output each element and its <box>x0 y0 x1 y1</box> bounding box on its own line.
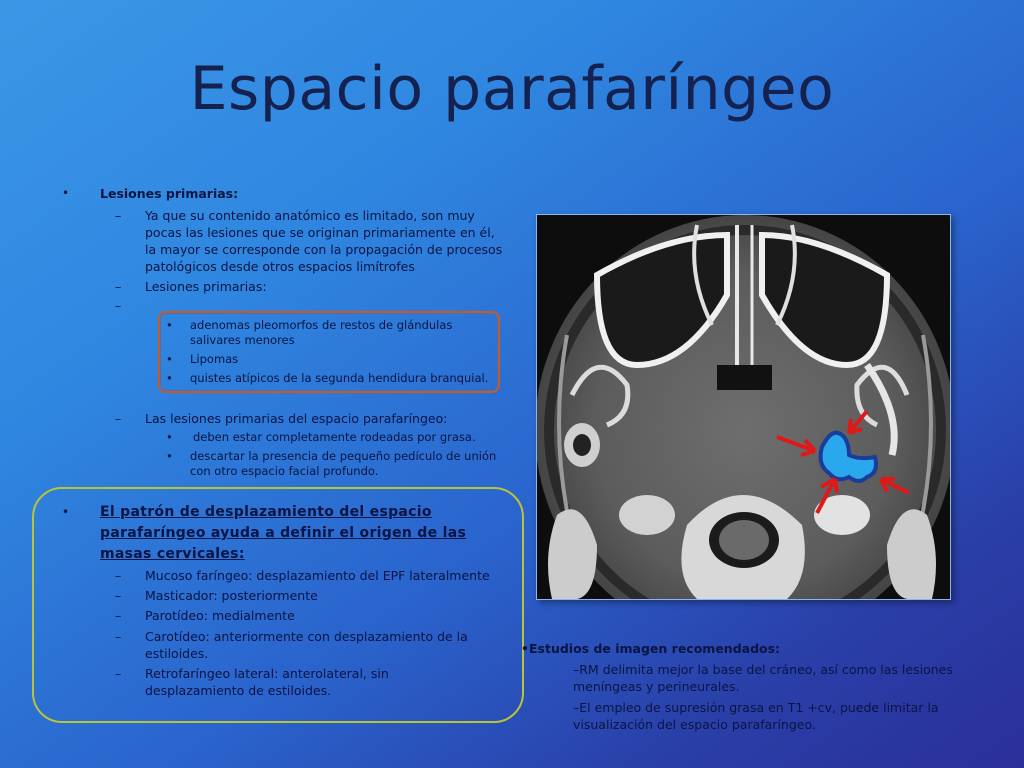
conditions-heading: Las lesiones primarias del espacio parafaríngeo: <box>145 411 448 426</box>
condition-1: deben estar completamente rodeadas por grasa. <box>193 430 476 444</box>
section2-heading: El patrón de desplazamiento del espacio parafaríngeo ayuda a definir el origen de las masas cervicales: <box>100 504 467 562</box>
displacement-item-parotideo: Parotídeo: medialmente <box>145 608 295 623</box>
ct-scan-drawing <box>537 215 950 599</box>
condition-2: descartar la presencia de pequeño pedículo de unión con otro espacio facial profundo. <box>190 449 497 478</box>
dash-marker: – <box>115 568 122 583</box>
bullet-marker: • <box>166 352 173 366</box>
bullet-marker: • <box>62 505 70 519</box>
dash-marker: – <box>115 208 122 223</box>
section1-item-1: Ya que su contenido anatómico es limitado, son muy pocas las lesiones que se originan primariamente en él, la mayor se corresponde con la propagación de procesos patológicos desde otros espacios limítrofes <box>145 208 503 274</box>
dash-marker: – <box>115 411 122 426</box>
displacement-item-carotideo: Carotídeo: anteriormente con desplazamiento de la estiloides. <box>145 629 468 661</box>
displacement-item-masticador: Masticador: posteriormente <box>145 588 318 603</box>
boxed-item-quistes: quistes atípicos de la segunda hendidura branquial. <box>190 371 489 385</box>
imaging-heading: •Estudios de imagen recomendados: <box>521 641 781 656</box>
dash-marker: – <box>115 666 122 681</box>
ct-scan-image <box>536 214 951 600</box>
dash-marker: – <box>115 298 122 313</box>
dash-marker: – <box>115 279 122 294</box>
imaging-item-rm: –RM delimita mejor la base del cráneo, así como las lesiones meníngeas y perineurales. <box>573 662 953 694</box>
displacement-item-mucoso: Mucoso faríngeo: desplazamiento del EPF lateralmente <box>145 568 490 583</box>
imaging-item-t1: –El empleo de supresión grasa en T1 +cv, puede limitar la visualización del espacio parafaríngeo. <box>573 700 939 732</box>
boxed-item-adenomas: adenomas pleomorfos de restos de glándulas salivares menores <box>190 318 453 347</box>
dash-marker: – <box>115 608 122 623</box>
displacement-item-retrofaringeo: Retrofaríngeo lateral: anterolateral, sin desplazamiento de estiloides. <box>145 666 389 698</box>
dash-marker: – <box>115 588 122 603</box>
boxed-item-lipomas: Lipomas <box>190 352 239 366</box>
bullet-marker: • <box>166 371 173 385</box>
section1-heading: Lesiones primarias: <box>100 186 239 201</box>
slide-title: Espacio parafaríngeo <box>189 54 835 124</box>
bullet-marker: • <box>62 186 70 200</box>
bullet-marker: • <box>166 449 173 463</box>
section1-item-2: Lesiones primarias: <box>145 279 267 294</box>
bullet-marker: • <box>166 318 173 332</box>
bullet-marker: • <box>166 430 173 444</box>
dash-marker: – <box>115 629 122 644</box>
